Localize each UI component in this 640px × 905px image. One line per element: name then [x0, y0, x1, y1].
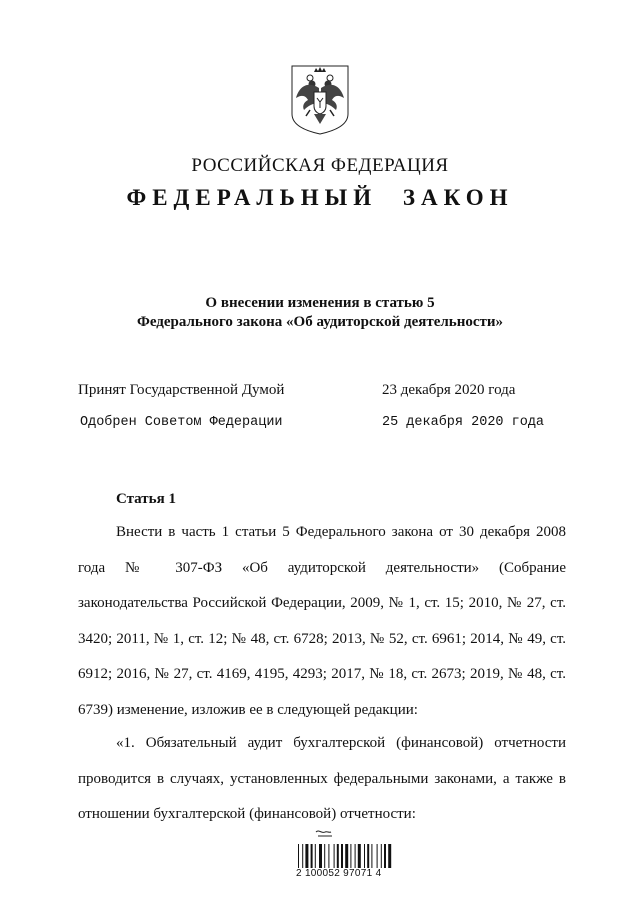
- barcode-bar: [358, 844, 361, 868]
- law-subject-line-2: Федерального закона «Об аудиторской деятельности»: [136, 314, 504, 330]
- document-type-title: ФЕДЕРАЛЬНЫЙ ЗАКОН: [126, 185, 514, 210]
- barcode-bar: [337, 844, 339, 868]
- barcode-bar: [305, 844, 308, 868]
- coat-of-arms-emblem: [288, 64, 352, 136]
- barcode-bar: [302, 844, 303, 868]
- barcode-bar: [328, 844, 329, 868]
- barcode-bar: [384, 844, 386, 868]
- law-subject-line-1: О внесении изменения в статью 5: [205, 295, 435, 311]
- duma-adoption-label: Принят Государственной Думой: [78, 382, 285, 398]
- barcode-bar: [371, 844, 372, 868]
- barcode-bar: [381, 844, 382, 868]
- duma-adoption-date: 23 декабря 2020 года: [382, 382, 516, 398]
- barcode-bar: [377, 844, 378, 868]
- council-approval-date: 25 декабря 2020 года: [382, 415, 545, 430]
- barcode-bar: [388, 844, 391, 868]
- barcode-stamp: [288, 826, 414, 894]
- article-paragraph-1: Внести в часть 1 статьи 5 Федерального закона от 30 декабря 2008 года № 307-ФЗ «Об аудиторской деятельности» (Собрание законодательства Российской Федерации, 2009, № 1, ст. 15; 2010, № 27, ст. 3420; 2011, № 1, ст. 12; № 48, ст. 6728; 2013, № 52, ст. 6961; 2014, № 49, ст. 6912; 2016, № 27, ст. 4169, 4195, 4293; 2017, № 18, ст. 2673; 2019, № 48, ст. 6739) изменение, изложив ее в следующей редакции:: [78, 524, 566, 718]
- article-title: Статья 1: [116, 491, 176, 507]
- barcode-bar: [298, 844, 299, 868]
- barcode-bar: [334, 844, 335, 868]
- barcode-bar: [324, 844, 325, 868]
- barcode-bar: [315, 844, 316, 868]
- barcode-bar: [311, 844, 313, 868]
- country-title: РОССИЙСКАЯ ФЕДЕРАЦИЯ: [191, 155, 449, 176]
- barcode-bar: [345, 844, 348, 868]
- barcode-bar: [350, 844, 351, 868]
- barcode-bar: [341, 844, 343, 868]
- law-subject: [0, 294, 640, 332]
- barcode-bar: [355, 844, 356, 868]
- article-paragraph-2: «1. Обязательный аудит бухгалтерской (финансовой) отчетности проводится в случаях, установленных федеральными законами, а также в отношении бухгалтерской (финансовой) отчетности:: [78, 735, 566, 822]
- barcode-number: 2 100052 97071 4: [296, 868, 382, 879]
- barcode-bar: [367, 844, 369, 868]
- barcode-bar: [319, 844, 322, 868]
- council-approval-label: Одобрен Советом Федерации: [80, 415, 283, 430]
- barcode-bar: [364, 844, 365, 868]
